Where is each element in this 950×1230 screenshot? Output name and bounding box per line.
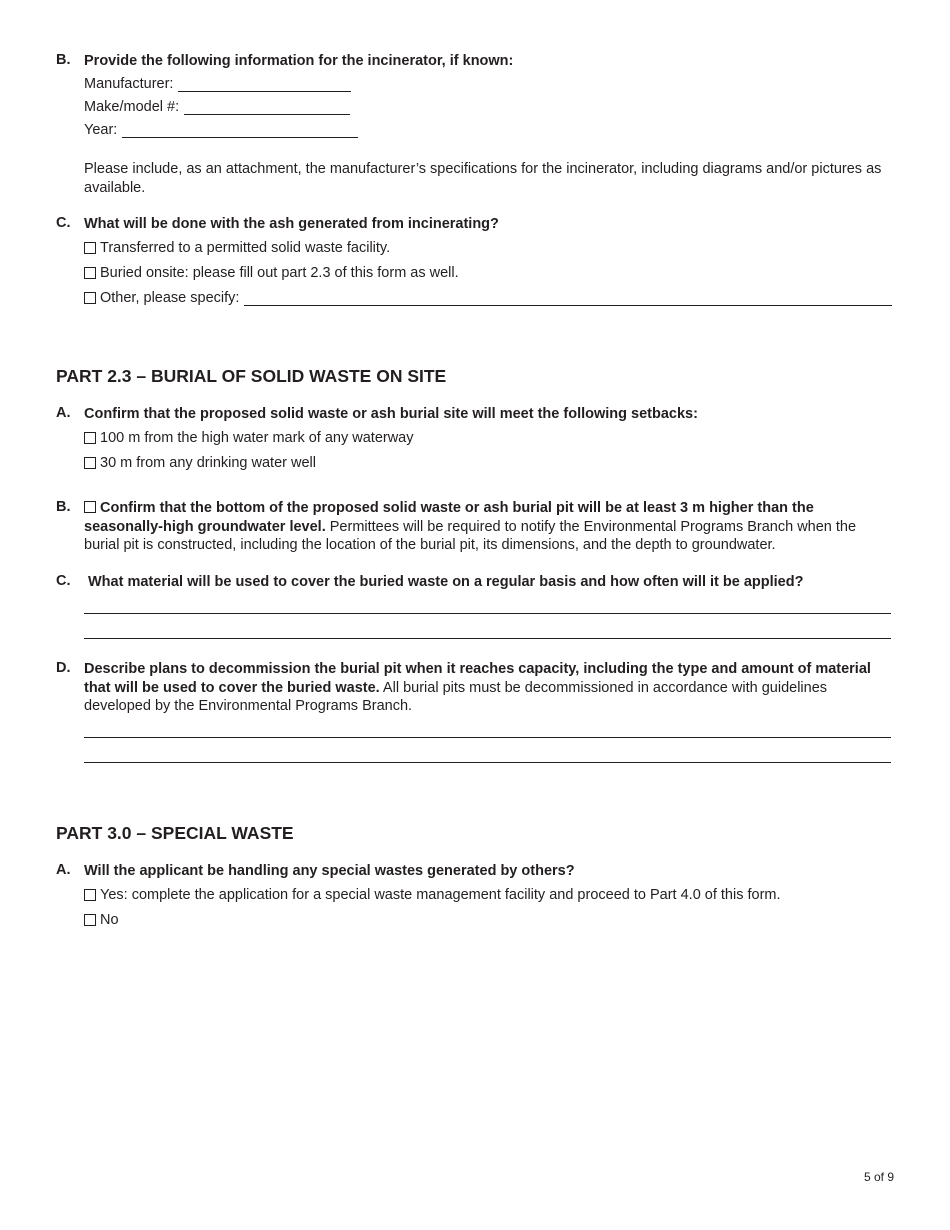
year-input[interactable] [122,122,358,138]
answer-line[interactable] [84,638,891,639]
question-letter-a: A. [56,405,71,421]
setbacks-question: Confirm that the proposed solid waste or ash burial site will meet the following setbacks: [84,406,698,422]
manufacturer-field [84,76,351,92]
answer-line[interactable] [84,737,891,738]
question-letter-b: B. [56,499,71,515]
groundwater-note: Permittees will be required to notify the Environmental Programs Branch when the burial pit is constructed, including the location of the burial pit, its dimensions, and the depth to groundwater. [84,518,857,553]
checkbox[interactable] [84,457,96,469]
option-label: 30 m from any drinking water well [100,455,316,471]
make-model-label: Make/model #: [84,99,180,115]
question-letter-b: B. [56,52,71,68]
option-label: Other, please specify: [100,290,240,306]
page-number: 5 of 9 [863,1170,894,1184]
manufacturer-input[interactable] [178,76,351,92]
decommission-note: All burial pits must be decommissioned in accordance with guidelines developed by the Environmental Programs Branch. [84,679,828,714]
answer-line[interactable] [84,762,891,763]
groundwater-confirmation [84,499,892,555]
checkbox[interactable] [84,889,96,901]
checkbox[interactable] [84,914,96,926]
checkbox[interactable] [84,242,96,254]
special-waste-option-yes[interactable] [84,887,781,903]
question-letter-c: C. [56,573,71,589]
ash-option-transferred[interactable] [84,240,390,256]
option-label: Buried onsite: please fill out part 2.3 of this form as well. [100,265,459,281]
question-letter-c: C. [56,215,71,231]
ash-option-buried[interactable] [84,265,459,281]
checkbox[interactable] [84,267,96,279]
checkbox[interactable] [84,432,96,444]
question-letter-a: A. [56,862,71,878]
manufacturer-label: Manufacturer: [84,76,174,92]
part-2-3-heading: PART 2.3 – BURIAL OF SOLID WASTE ON SITE [56,366,447,386]
make-model-input[interactable] [184,99,350,115]
groundwater-bold-text: Confirm that the bottom of the proposed solid waste or ash burial pit will be at least 3 m higher than the seasonally-high groundwater level. [84,500,814,535]
checkbox[interactable] [84,292,96,304]
option-label: No [100,912,119,928]
ash-option-other[interactable] [84,290,892,306]
year-field [84,122,358,138]
groundwater-checkbox[interactable] [84,501,96,513]
ash-question: What will be done with the ash generated from incinerating? [84,216,499,232]
cover-material-question: What material will be used to cover the buried waste on a regular basis and how often will it be applied? [88,574,804,590]
option-label: Yes: complete the application for a special waste management facility and proceed to Part 4.0 of this form. [100,887,781,903]
part-3-0-heading: PART 3.0 – SPECIAL WASTE [56,823,294,843]
setback-option-well[interactable] [84,455,316,471]
decommission-question [84,660,892,716]
option-label: Transferred to a permitted solid waste facility. [100,240,391,256]
other-specify-input[interactable] [244,290,892,306]
special-waste-option-no[interactable] [84,912,119,928]
attachment-note: Please include, as an attachment, the manufacturer’s specifications for the incinerator, including diagrams and/or pictures as available. [84,161,882,196]
make-model-field [84,99,350,115]
year-label: Year: [84,122,118,138]
incinerator-info-question: Provide the following information for the incinerator, if known: [84,53,514,69]
question-letter-d: D. [56,660,71,676]
setback-option-waterway[interactable] [84,430,414,446]
answer-line[interactable] [84,613,891,614]
special-waste-question: Will the applicant be handling any special wastes generated by others? [84,863,575,879]
option-label: 100 m from the high water mark of any waterway [100,430,414,446]
decommission-bold-text: Describe plans to decommission the burial pit when it reaches capacity, including the type and amount of material that will be used to cover the buried waste. [84,661,871,696]
